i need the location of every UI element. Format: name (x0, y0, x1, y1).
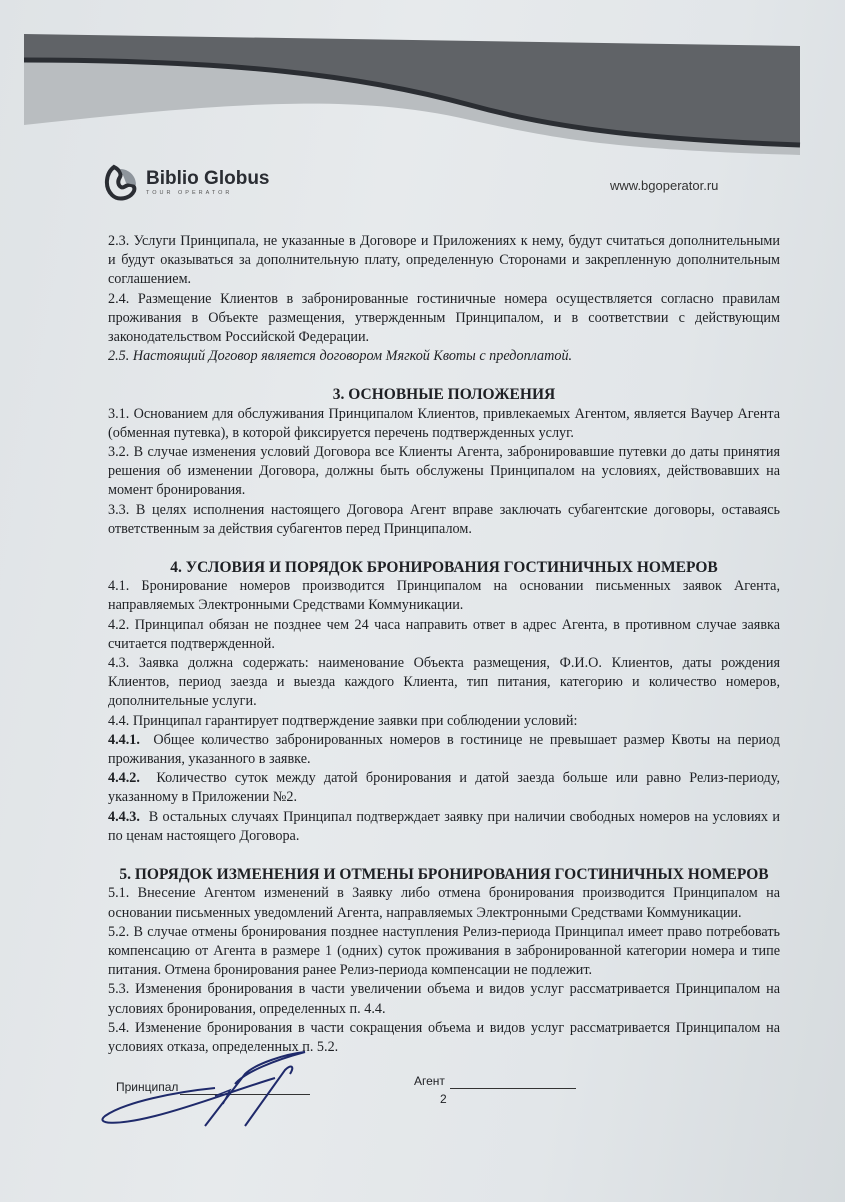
clause-4-4-2 (108, 769, 780, 807)
document-body (108, 232, 780, 1057)
clause-4-2: 4.2. Принципал обязан не позднее чем 24 часа направить ответ в адрес Агента, в противном случае заявка считается подтвержденной. (108, 616, 780, 652)
header-wave-banner (0, 0, 845, 160)
clause-2-4: 2.4. Размещение Клиентов в забронированные гостиничные номера осуществляется согласно правилам проживания в Объекте размещения, утвержденным Принципалом, и в соответствии с действующим законодательством Российской Федерации. (108, 290, 780, 346)
brand-logo (100, 163, 270, 203)
clause-3-3: 3.3. В целях исполнения настоящего Договора Агент вправе заключать субагентские договоры, оставаясь ответственным за действия субагентов перед Принципалом. (108, 501, 780, 537)
clause-text: В остальных случаях Принципал подтверждает заявку при наличии свободных номеров на условиях и по ценам настоящего Договора. (108, 808, 781, 844)
clause-3-2: 3.2. В случае изменения условий Договора все Клиенты Агента, забронировавшие путевки до даты принятия решения об изменении Договора, должны быть обслужены Принципалом на условиях, действовавших на момент бронирования. (108, 444, 780, 499)
page-number: 2 (440, 1092, 447, 1106)
clause-number: 4.4.1. (108, 731, 140, 748)
clause-text: Количество суток между датой бронирования и датой заезда больше или равно Релиз-периоду, указанному в Приложении №2. (108, 770, 780, 806)
clause-5-2: 5.2. В случае отмены бронирования позднее наступления Релиз-периода Принципал имеет право потребовать компенсацию от Агента в размере 1 (одних) суток проживания в забронированной категории номера и типе питания. Отмена бронирования ранее Релиз-периода компенсации не подлежит. (108, 923, 780, 979)
clause-4-4: 4.4. Принципал гарантирует подтверждение заявки при соблюдении условий: (108, 712, 578, 729)
brand-subtitle: TOUR OPERATOR (146, 190, 233, 196)
clause-2-3: 2.3. Услуги Принципала, не указанные в Договоре и Приложениях к нему, будут считаться дополнительными и будут оказываться за дополнительную плату, определенную Сторонами и закрепленную дополнительным соглашением. (108, 233, 780, 288)
clause-5-3: 5.3. Изменения бронирования в части увеличении объема и видов услуг рассматривается Принципалом на условиях бронирования, определенных п. 4.4. (108, 981, 780, 1017)
clause-4-4-3 (108, 808, 780, 846)
agent-label: Агент (414, 1074, 445, 1088)
agent-signature-line (450, 1088, 576, 1089)
clause-2-5: 2.5. Настоящий Договор является договором Мягкой Квоты с предоплатой. (108, 348, 573, 365)
website-link[interactable]: www.bgoperator.ru (610, 178, 719, 193)
section-4-heading: 4. УСЛОВИЯ И ПОРЯДОК БРОНИРОВАНИЯ ГОСТИНИЧНЫХ НОМЕРОВ (170, 559, 718, 577)
clause-4-1: 4.1. Бронирование номеров производится Принципалом на основании письменных заявок Агента, направляемых Электронными Средствами Коммуникации. (108, 578, 780, 614)
clause-number: 4.4.2. (108, 770, 140, 787)
section-5-heading: 5. ПОРЯДОК ИЗМЕНЕНИЯ И ОТМЕНЫ БРОНИРОВАНИЯ ГОСТИНИЧНЫХ НОМЕРОВ (119, 866, 769, 884)
clause-5-4: 5.4. Изменение бронирования в части сокращения объема и видов услуг рассматривается Принципалом на условиях отказа, определенных п. 5.2. (108, 1019, 780, 1055)
principal-label: Принципал (116, 1080, 179, 1094)
clause-text: Общее количество забронированных номеров в гостинице не превышает размер Квоты на период проживания, указанного в заявке. (108, 731, 780, 768)
section-3-heading: 3. ОСНОВНЫЕ ПОЛОЖЕНИЯ (332, 386, 556, 404)
globe-logo-icon (100, 163, 140, 203)
clause-number: 4.4.3. (108, 808, 140, 825)
clause-5-1: 5.1. Внесение Агентом изменений в Заявку либо отмена бронирования производится Принципалом на основании письменных уведомлений Агента, направляемых Электронными Средствами Коммуникации. (108, 885, 780, 921)
clause-4-4-1 (108, 731, 780, 769)
clause-4-3: 4.3. Заявка должна содержать: наименование Объекта размещения, Ф.И.О. Клиентов, даты рождения Клиентов, период заезда и выезда каждого Клиента, тип питания, категорию и количество номеров, дополнительные услуги. (108, 655, 780, 710)
handwritten-signature (95, 1050, 325, 1140)
clause-3-1: 3.1. Основанием для обслуживания Принципалом Клиентов, привлекаемых Агентом, является Ваучер Агента (обменная путевка), в которой фиксируется перечень подтвержденных услуг. (108, 405, 780, 441)
brand-name: Biblio Globus (146, 168, 270, 189)
